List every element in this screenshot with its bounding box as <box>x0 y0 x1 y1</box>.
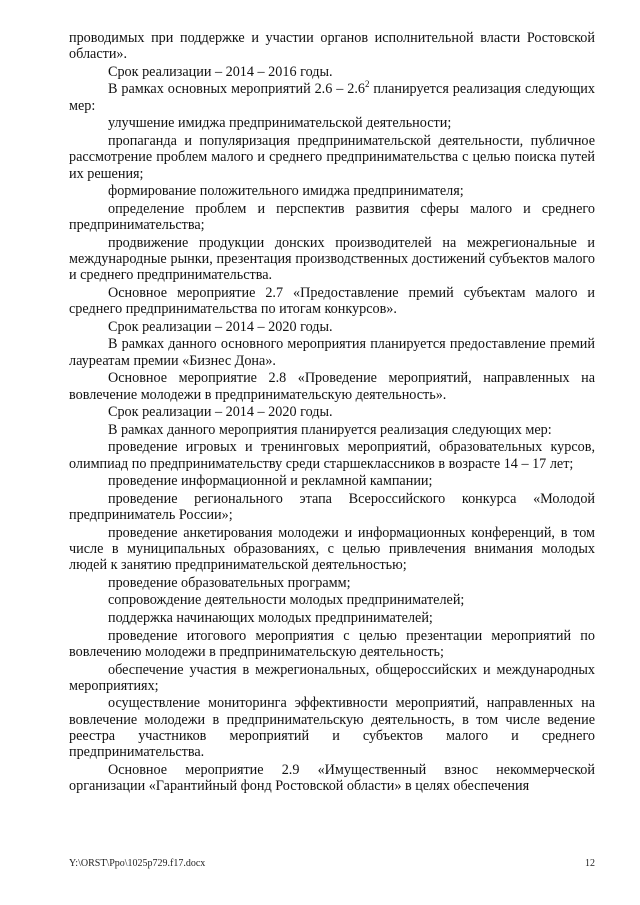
paragraph: проведение итогового мероприятия с целью презентации мероприятий по вовлечению молодежи в предпринимательскую деятельность; <box>69 627 595 660</box>
document-body <box>69 30 595 796</box>
paragraph <box>69 81 595 114</box>
paragraph: Основное мероприятие 2.7 «Предоставление премий субъектам малого и среднего предпринимательства по итогам конкурсов». <box>69 284 595 318</box>
paragraph: проведение информационной и рекламной кампании; <box>108 473 433 490</box>
paragraph: Срок реализации – 2014 – 2020 годы. <box>108 318 333 335</box>
paragraph: В рамках данного основного мероприятия планируется предоставление премий лауреатам премии «Бизнес Дона». <box>69 336 595 369</box>
paragraph: определение проблем и перспектив развития сферы малого и среднего предпринимательства; <box>69 200 595 234</box>
paragraph: проведение игровых и тренинговых мероприятий, образовательных курсов, олимпиад по предпринимательству среди старшеклассников в возрасте 14 – 17 лет; <box>69 439 595 472</box>
paragraph-text: В рамках основных мероприятий 2.6 – 2.6 <box>108 81 365 98</box>
paragraph: формирование положительного имиджа предпринимателя; <box>108 183 464 200</box>
paragraph: Основное мероприятие 2.8 «Проведение мероприятий, направленных на вовлечение молодежи в предпринимательскую деятельность». <box>69 370 595 403</box>
paragraph: обеспечение участия в межрегиональных, общероссийских и международных мероприятиях; <box>69 661 595 694</box>
paragraph: проведение регионального этапа Всероссийского конкурса «Молодой предприниматель России»; <box>69 490 595 524</box>
paragraph: продвижение продукции донских производителей на межрегиональные и международные рынки, презентация производственных достижений субъектов малого и среднего предпринимательства. <box>69 234 595 284</box>
paragraph: проведение образовательных программ; <box>108 574 351 591</box>
paragraph: проводимых при поддержке и участии органов исполнительной власти Ростовской области». <box>69 30 595 63</box>
paragraph: В рамках данного мероприятия планируется реализация следующих мер: <box>108 421 552 438</box>
paragraph: Срок реализации – 2014 – 2020 годы. <box>108 404 333 421</box>
paragraph: Основное мероприятие 2.9 «Имущественный взнос некоммерческой организации «Гарантийный фонд Ростовской области» в целях обеспечения <box>69 761 595 795</box>
file-path: Y:\ORST\Ppo\1025p729.f17.docx <box>69 858 206 869</box>
paragraph: осуществление мониторинга эффективности мероприятий, направленных на вовлечение молодежи в предпринимательскую деятельность, в том числе ведение реестра участников мероприятий и субъектов малого и среднего предпринимательства. <box>69 695 595 761</box>
paragraph: улучшение имиджа предпринимательской деятельности; <box>108 115 452 132</box>
paragraph-text: планируется реализация следующих мер: <box>69 81 595 114</box>
paragraph: сопровождение деятельности молодых предпринимателей; <box>108 592 465 609</box>
paragraph: пропаганда и популяризация предпринимательской деятельности, публичное рассмотрение проблем малого и среднего предпринимательства с целью поиска путей их решения; <box>69 132 595 182</box>
paragraph: поддержка начинающих молодых предпринимателей; <box>108 610 433 627</box>
page-number: 12 <box>585 858 595 869</box>
paragraph: Срок реализации – 2014 – 2016 годы. <box>108 63 333 80</box>
superscript: 2 <box>364 79 370 90</box>
paragraph: проведение анкетирования молодежи и информационных конференций, в том числе в муниципальных образованиях, с целью привлечения внимания молодых людей к занятию предпринимательской деятельностью; <box>69 524 595 574</box>
